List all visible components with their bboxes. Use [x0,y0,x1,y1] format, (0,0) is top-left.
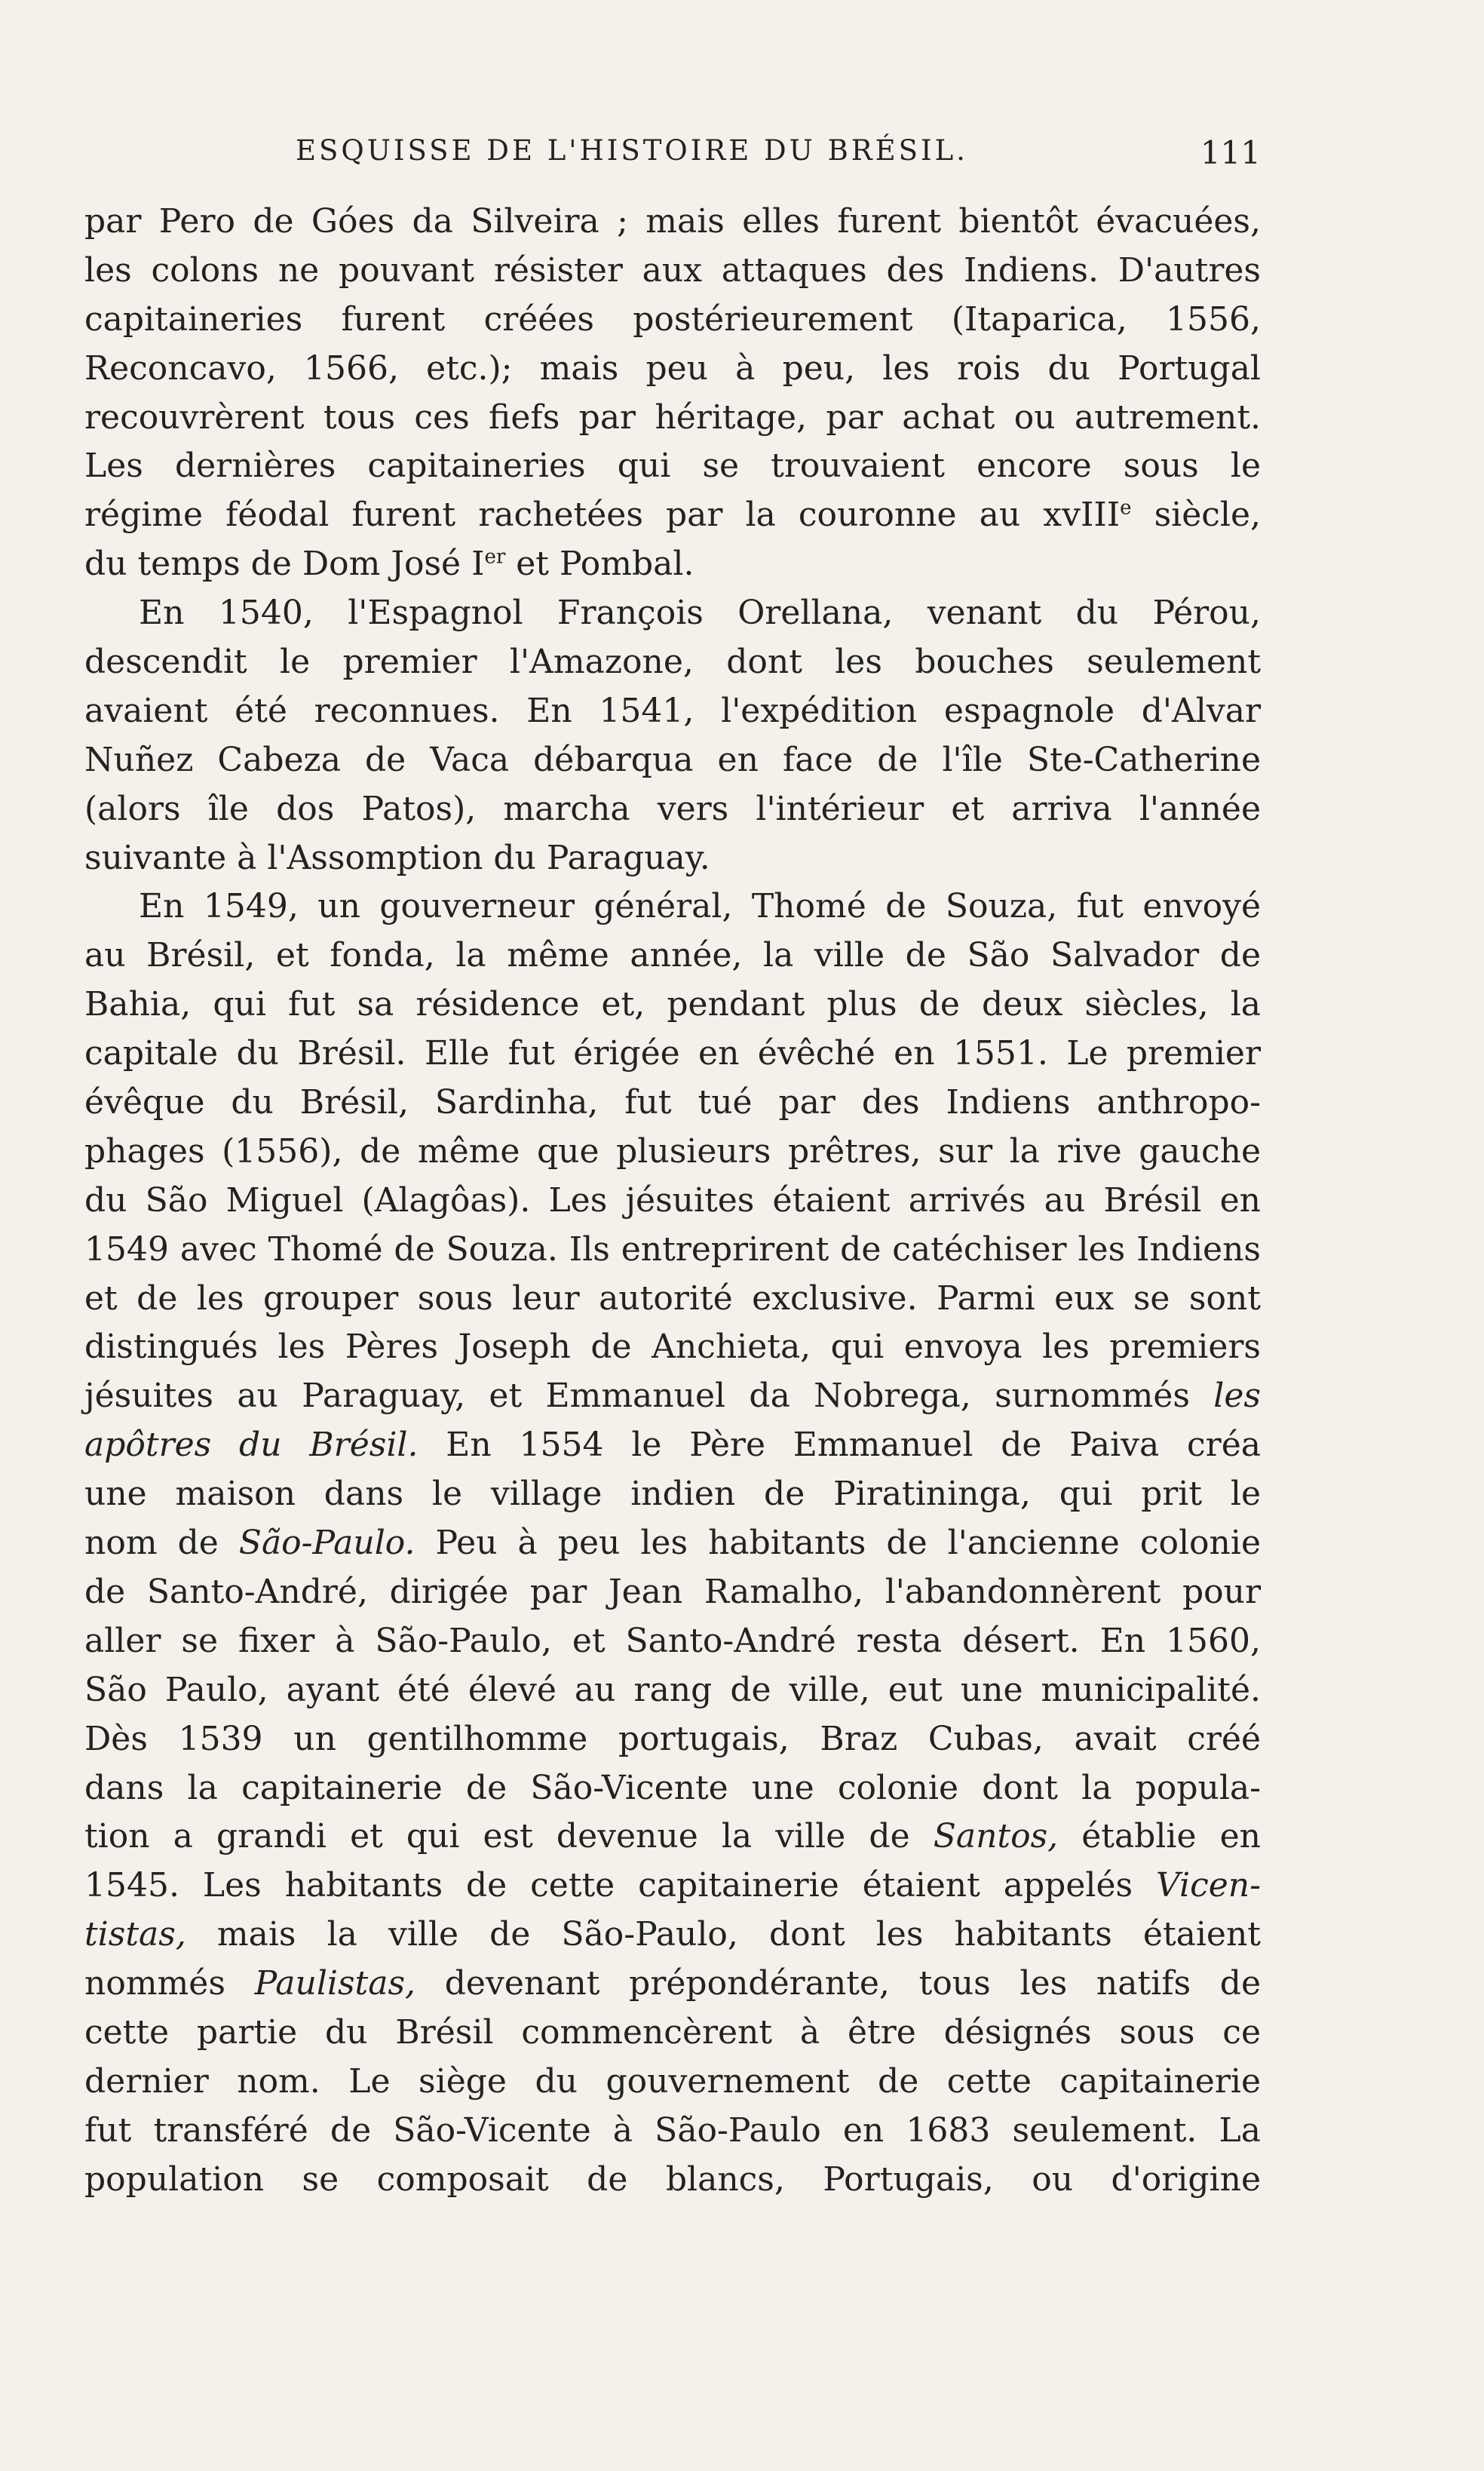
text-line: population se composait de blancs, Portugais, ou d'origine [84,2159,1261,2199]
text-run: jésuites au Paraguay, et Emmanuel da Nobrega, surnommés [84,1377,1214,1416]
text-line: cette partie du Brésil commencèrent à être désignés sous ce [84,2012,1261,2052]
text-line: Reconcavo, 1566, etc.); mais peu à peu, les rois du Portugal [84,348,1261,388]
text-line: dans la capitainerie de São-Vicente une colonie dont la popula- [84,1768,1261,1807]
text-line: suivante à l'Assomption du Paraguay. [84,838,710,877]
text-line: par Pero de Góes da Silveira ; mais elles furent bientôt évacuées, [84,202,1261,241]
text-line: de Santo-André, dirigée par Jean Ramalho, l'abandonnèrent pour [84,1572,1261,1611]
text-line: (alors île dos Patos), marcha vers l'intérieur et arriva l'année [84,789,1261,828]
text-run: siècle, [1131,496,1262,535]
italic-run: tistas, [84,1915,186,1954]
page-number: 111 [1200,134,1261,171]
text-line: 1549 avec Thomé de Souza. Ils entreprirent de catéchiser les Indiens [84,1229,1261,1269]
italic-run: les [1213,1377,1261,1416]
text-line [84,1862,1261,1911]
text-line [84,1372,1261,1421]
text-line: au Brésil, et fonda, la même année, la ville de São Salvador de [84,936,1261,975]
running-title: ESQUISSE DE L'HISTOIRE DU BRÉSIL. [296,134,968,167]
body-text [84,198,1261,2205]
text-run: mais la ville de São-Paulo, dont les habitants étaient [186,1915,1261,1954]
text-line: capitaineries furent créées postérieurement (Itaparica, 1556, [84,299,1261,339]
text-run: du temps de Dom José I [84,545,485,584]
text-line: En 1549, un gouverneur général, Thomé de Souza, fut envoyé [139,887,1261,926]
text-run: nommés [84,1964,255,2003]
text-run: 1545. Les habitants de cette capitainerie étaient appelés [84,1866,1157,1905]
text-line [84,1960,1261,2009]
italic-run: Paulistas, [254,1964,416,2003]
text-line: distingués les Pères Joseph de Anchieta, qui envoya les premiers [84,1328,1261,1367]
text-line: phages (1556), de même que plusieurs prêtres, sur la rive gauche [84,1131,1261,1171]
text-line: fut transféré de São-Vicente à São-Paulo en 1683 seulement. La [84,2110,1261,2150]
text-line: avaient été reconnues. En 1541, l'expédition espagnole d'Alvar [84,691,1261,730]
text-line: évêque du Brésil, Sardinha, fut tué par des Indiens anthropo- [84,1083,1261,1122]
italic-run: Vicen- [1156,1866,1261,1905]
text-line: les colons ne pouvant résister aux attaques des Indiens. D'autres [84,250,1261,290]
text-line: du São Miguel (Alagôas). Les jésuites étaient arrivés au Brésil en [84,1180,1261,1220]
text-line: capitale du Brésil. Elle fut érigée en évêché en 1551. Le premier [84,1034,1261,1073]
running-head [84,134,1261,176]
text-run: nom de [84,1524,239,1563]
text-line: Bahia, qui fut sa résidence et, pendant plus de deux siècles, la [84,985,1261,1024]
text-line: descendit le premier l'Amazone, dont les bouches seulement [84,643,1261,682]
text-line: aller se fixer à São-Paulo, et Santo-André resta désert. En 1560, [84,1621,1261,1660]
text-line [84,1813,1261,1862]
text-run: établie en [1058,1817,1261,1856]
text-line: dernier nom. Le siège du gouvernement de cette capitainerie [84,2061,1261,2101]
text-run: En 1554 le Père Emmanuel de Paiva créa [418,1426,1261,1465]
text-line [84,1421,1261,1470]
text-line [84,1911,1261,1960]
text-line: une maison dans le village indien de Piratininga, qui prit le [84,1475,1261,1514]
italic-run: São-Paulo. [238,1524,415,1563]
text-run: devenant prépondérante, tous les natifs de [415,1964,1261,2003]
text-line: Les dernières capitaineries qui se trouvaient encore sous le [84,447,1261,486]
text-run: tion a grandi et qui est devenue la ville de [84,1817,934,1856]
text-line: São Paulo, ayant été élevé au rang de ville, eut une municipalité. [84,1670,1261,1709]
text-run: et Pombal. [505,545,694,584]
text-line [84,491,1261,540]
text-line: Nuñez Cabeza de Vaca débarqua en face de l'île Ste-Catherine [84,740,1261,779]
text-run: Peu à peu les habitants de l'ancienne colonie [415,1524,1261,1563]
italic-run: Santos, [933,1817,1059,1856]
text-line: recouvrèrent tous ces fiefs par héritage, par achat ou autrement. [84,398,1261,437]
text-line: Dès 1539 un gentilhomme portugais, Braz Cubas, avait créé [84,1719,1261,1758]
text-line [84,1519,1261,1568]
text-line: et de les grouper sous leur autorité exclusive. Parmi eux se sont [84,1278,1261,1318]
italic-run: apôtres du Brésil. [84,1426,419,1465]
superscript: e [1120,496,1132,520]
text-run: régime féodal furent rachetées par la couronne au xvIII [84,496,1121,535]
text-line: En 1540, l'Espagnol François Orellana, venant du Pérou, [139,594,1261,633]
text-line [84,540,1261,589]
superscript: er [484,545,506,569]
